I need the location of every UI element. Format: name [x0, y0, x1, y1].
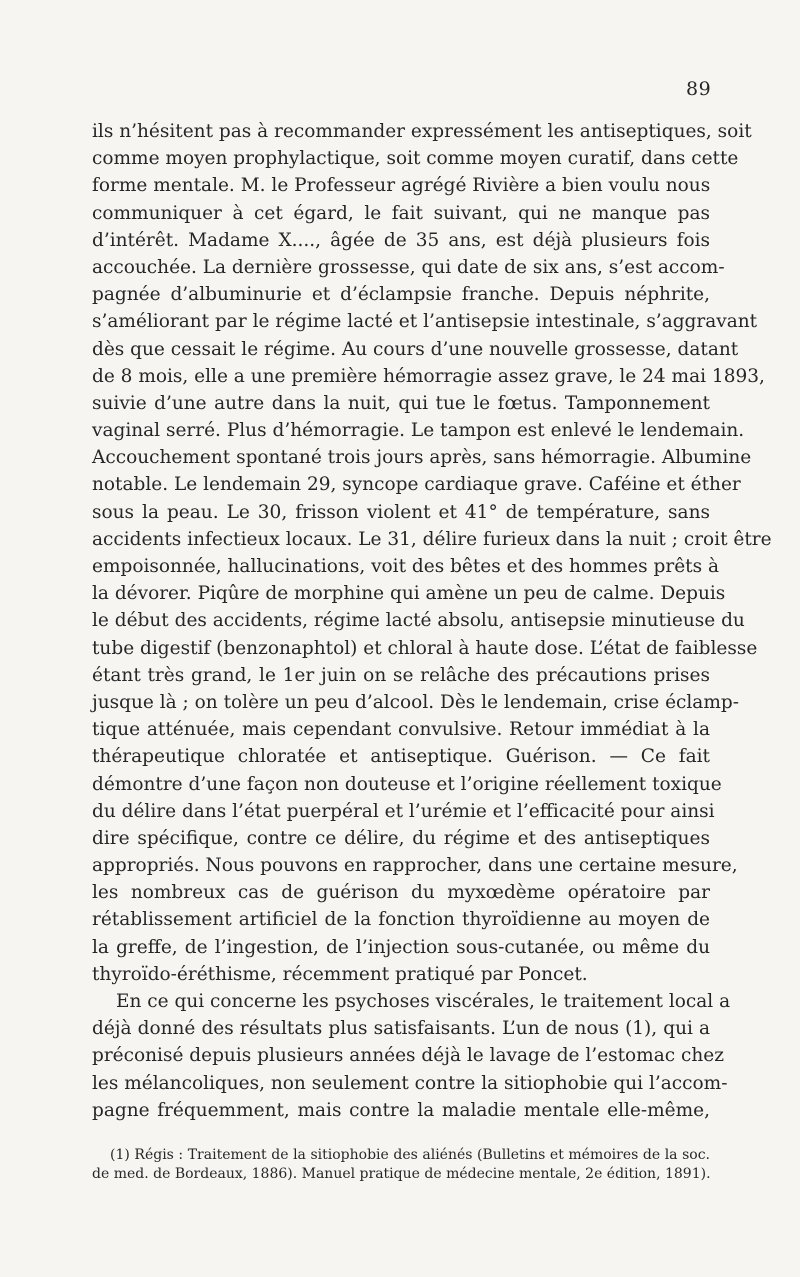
text-line: vaginal serré. Plus d’hémorragie. Le tampon est enlevé le lendemain. [92, 420, 745, 442]
footnote-line: (1) Régis : Traitement de la sitiophobie des aliénés (Bulletins et mémoires de la soc. [110, 1147, 710, 1163]
text-line: d’intérêt. Madame X...., âgée de 35 ans, est déjà plusieurs fois [92, 229, 710, 251]
text-line: tube digestif (benzonaphtol) et chloral à haute dose. L’état de faiblesse [92, 637, 758, 659]
text-line: notable. Le lendemain 29, syncope cardiaque grave. Caféine et éther [92, 474, 741, 496]
text-line: la greffe, de l’ingestion, de l’injection sous-cutanée, ou même du [92, 936, 710, 958]
text-line: ils n’hésitent pas à recommander expressément les antiseptiques, soit [92, 121, 752, 142]
text-line: accouchée. La dernière grossesse, qui date de six ans, s’est accom- [92, 256, 725, 278]
text-line: dès que cessait le régime. Au cours d’une nouvelle grossesse, datant [92, 338, 739, 360]
text-line: le début des accidents, régime lacté absolu, antisepsie minutieuse du [92, 610, 745, 632]
text-line: comme moyen prophylactique, soit comme moyen curatif, dans cette [92, 148, 739, 170]
text-line: Accouchement spontané trois jours après, sans hémorragie. Albumine [92, 447, 752, 469]
text-line: pagne fréquemment, mais contre la maladie mentale elle-même, [92, 1099, 710, 1121]
text-line: de 8 mois, elle a une première hémorragie assez grave, le 24 mai 1893, [92, 365, 765, 387]
text-line: jusque là ; on tolère un peu d’alcool. Dès le lendemain, crise éclamp- [92, 691, 739, 713]
text-line: démontre d’une façon non douteuse et l’origine réellement toxique [92, 773, 722, 795]
footnote-line: de med. de Bordeaux, 1886). Manuel pratique de médecine mentale, 2e édition, 1891). [92, 1166, 711, 1182]
text-line: s’améliorant par le régime lacté et l’antisepsie intestinale, s’aggravant [92, 311, 758, 333]
text-line: appropriés. Nous pouvons en rapprocher, dans une certaine mesure, [92, 855, 738, 877]
text-line: la dévorer. Piqûre de morphine qui amène un peu de calme. Depuis [92, 583, 726, 605]
text-line: En ce qui concerne les psychoses viscérales, le traitement local a [116, 991, 731, 1012]
footnotes [92, 1146, 710, 1184]
text-line: communiquer à cet égard, le fait suivant, qui ne manque pas [92, 202, 710, 224]
text-line: rétablissement artificiel de la fonction thyroïdienne au moyen de [92, 909, 710, 931]
text-line: les nombreux cas de guérison du myxœdème opératoire par [92, 882, 710, 904]
text-line: déjà donné des résultats plus satisfaisants. L’un de nous (1), qui a [92, 1018, 710, 1040]
text-line: les mélancoliques, non seulement contre la sitiophobie qui l’accom- [92, 1072, 728, 1094]
text-line: thérapeutique chloratée et antiseptique. Guérison. — Ce fait [92, 746, 710, 768]
text-line: pagnée d’albuminurie et d’éclampsie franche. Depuis néphrite, [92, 284, 710, 306]
text-line: forme mentale. M. le Professeur agrégé Rivière a bien voulu nous [92, 175, 711, 197]
text-line: préconisé depuis plusieurs années déjà le lavage de l’estomac chez [92, 1045, 724, 1067]
text-line: étant très grand, le 1er juin on se relâche des précautions prises [92, 664, 710, 686]
body-text [92, 118, 772, 1124]
text-line: accidents infectieux locaux. Le 31, délire furieux dans la nuit ; croit être [92, 528, 772, 550]
text-line: empoisonnée, hallucinations, voit des bêtes et des hommes prêts à [92, 556, 719, 577]
text-line: du délire dans l’état puerpéral et l’urémie et l’efficacité pour ainsi [92, 800, 715, 822]
text-line: dire spécifique, contre ce délire, du régime et des antiseptiques [92, 827, 710, 849]
text-line: thyroïdo-éréthisme, récemment pratiqué par Poncet. [92, 963, 588, 985]
text-line: sous la peau. Le 30, frisson violent et 41° de température, sans [92, 501, 710, 523]
page-number: 89 [686, 78, 712, 100]
text-line: tique atténuée, mais cependant convulsive. Retour immédiat à la [92, 719, 710, 741]
text-line: suivie d’une autre dans la nuit, qui tue le fœtus. Tamponnement [92, 392, 710, 414]
